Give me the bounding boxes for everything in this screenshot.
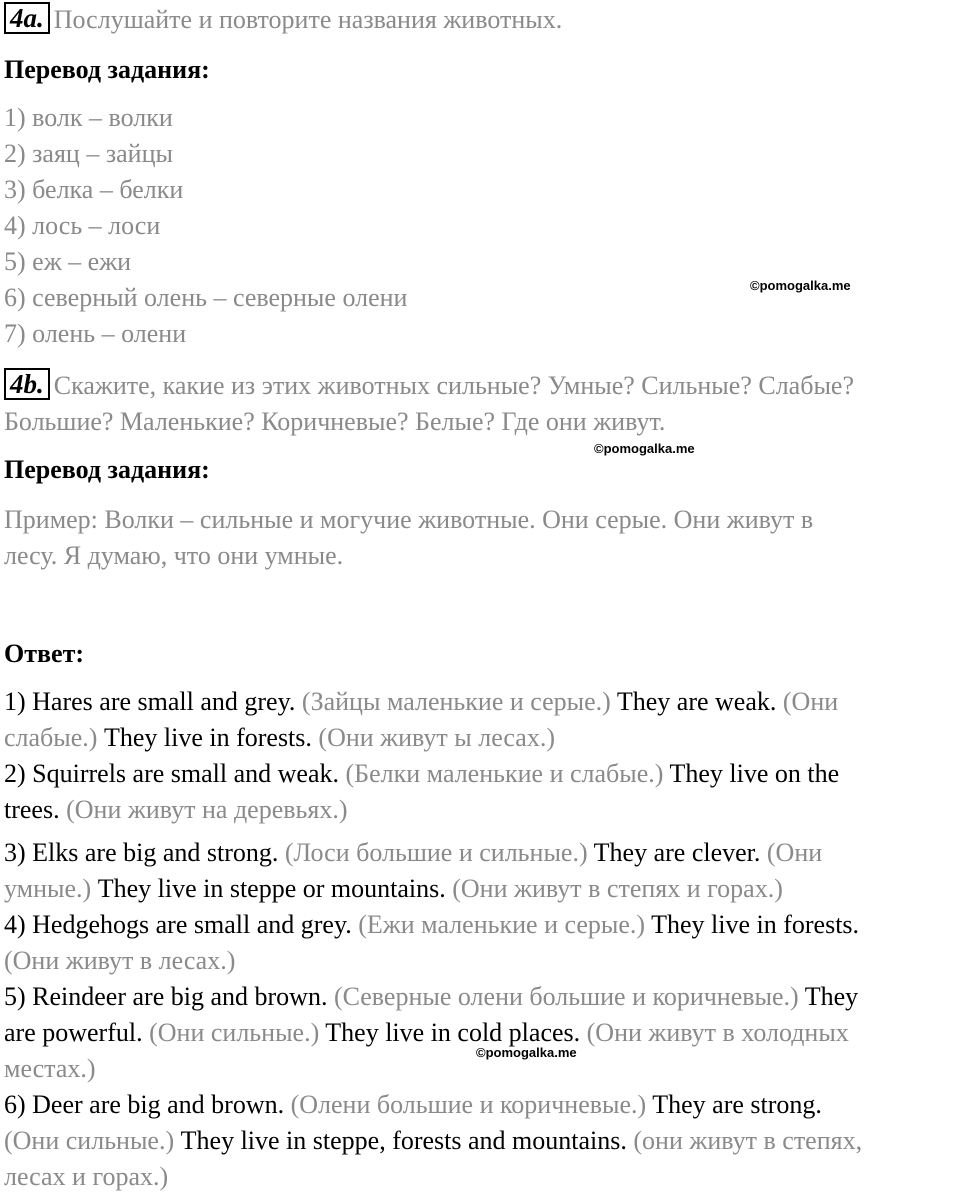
answer-4 bbox=[4, 907, 859, 979]
example-block bbox=[4, 502, 813, 574]
watermark: ©pomogalka.me bbox=[594, 441, 695, 456]
answer-2 bbox=[4, 756, 839, 828]
translation-heading-1: Перевод задания: bbox=[4, 55, 210, 84]
answer-line bbox=[4, 907, 859, 943]
answer-russian: (Они живут в степях и горах.) bbox=[452, 874, 783, 903]
answer-line bbox=[4, 979, 858, 1015]
answer-english: They live in forests. bbox=[97, 723, 319, 752]
answer-line bbox=[4, 720, 838, 756]
answer-line bbox=[4, 1159, 862, 1195]
watermark: ©pomogalka.me bbox=[750, 278, 851, 293]
answer-russian: (Олени большие и коричневые.) bbox=[290, 1090, 647, 1119]
answer-russian: (Они сильные.) bbox=[149, 1018, 320, 1047]
animal-item: 1) волк – волки bbox=[4, 103, 173, 132]
task-4b-badge: 4b. bbox=[4, 368, 50, 400]
answer-line bbox=[4, 943, 859, 979]
answer-english: They are strong. bbox=[646, 1090, 822, 1119]
answer-russian: (Они живут на деревьях.) bbox=[66, 795, 348, 824]
answer-english: They live in cold places. bbox=[319, 1018, 587, 1047]
answer-line bbox=[4, 756, 839, 792]
answer-6 bbox=[4, 1087, 862, 1195]
answer-english: They live in forests. bbox=[645, 910, 860, 939]
animal-item: 2) заяц – зайцы bbox=[4, 139, 173, 168]
answer-russian: местах.) bbox=[4, 1054, 96, 1083]
task-4a-header bbox=[4, 2, 562, 38]
answer-line bbox=[4, 1087, 862, 1123]
answer-russian: (Они bbox=[782, 687, 839, 716]
answer-english: 5) Reindeer are big and brown. bbox=[4, 982, 334, 1011]
task-4a-badge: 4a. bbox=[4, 2, 50, 34]
answer-english: They are clever. bbox=[587, 838, 767, 867]
animal-item: 7) олень – олени bbox=[4, 319, 187, 348]
answer-line bbox=[4, 684, 838, 720]
answer-english: are powerful. bbox=[4, 1018, 150, 1047]
animal-item: 4) лось – лоси bbox=[4, 211, 161, 240]
answer-heading: Ответ: bbox=[4, 639, 85, 668]
answer-line bbox=[4, 835, 822, 871]
example-line1: Пример: Волки – сильные и могучие животные. Они серые. Они живут в bbox=[4, 505, 814, 534]
answer-line bbox=[4, 1051, 858, 1087]
answer-russian: (Белки маленькие и слабые.) bbox=[345, 759, 664, 788]
answer-russian: слабые.) bbox=[4, 723, 98, 752]
answer-russian: (Ежи маленькие и серые.) bbox=[358, 910, 646, 939]
answer-english: 6) Deer are big and brown. bbox=[4, 1090, 291, 1119]
answer-english: trees. bbox=[4, 795, 67, 824]
answer-english: They are weak. bbox=[610, 687, 783, 716]
task-4b-text-line2: Большие? Маленькие? Коричневые? Белые? Где они живут. bbox=[4, 407, 666, 436]
answer-line bbox=[4, 1015, 858, 1051]
answer-english: 1) Hares are small and grey. bbox=[4, 687, 302, 716]
answer-russian: (Они живут ы лесах.) bbox=[318, 723, 555, 752]
answer-english: They bbox=[798, 982, 859, 1011]
example-line2: лесу. Я думаю, что они умные. bbox=[4, 541, 344, 570]
task-4a-text: Послушайте и повторите названия животных. bbox=[53, 5, 563, 34]
answer-russian: умные.) bbox=[4, 874, 92, 903]
answer-english: 4) Hedgehogs are small and grey. bbox=[4, 910, 359, 939]
answer-english: They live in steppe or mountains. bbox=[91, 874, 453, 903]
answer-line bbox=[4, 1123, 862, 1159]
answer-english: 3) Elks are big and strong. bbox=[4, 838, 285, 867]
translation-heading-2: Перевод задания: bbox=[4, 455, 210, 484]
answer-english: 2) Squirrels are small and weak. bbox=[4, 759, 346, 788]
watermark: ©pomogalka.me bbox=[476, 1045, 577, 1060]
animal-item: 5) еж – ежи bbox=[4, 247, 132, 276]
answer-russian: (Они живут в лесах.) bbox=[4, 946, 236, 975]
answer-1 bbox=[4, 684, 838, 756]
answer-russian: (они живут в степях, bbox=[633, 1126, 863, 1155]
animal-list bbox=[4, 100, 407, 352]
answer-5 bbox=[4, 979, 858, 1087]
answer-russian: (Зайцы маленькие и серые.) bbox=[301, 687, 611, 716]
animal-item: 3) белка – белки bbox=[4, 175, 184, 204]
answer-russian: (Северные олени большие и коричневые.) bbox=[333, 982, 799, 1011]
answer-english: They live in steppe, forests and mountains. bbox=[174, 1126, 634, 1155]
answer-3 bbox=[4, 835, 822, 907]
answer-english: They live on the bbox=[663, 759, 840, 788]
answer-russian: лесах и горах.) bbox=[4, 1162, 169, 1191]
answer-line bbox=[4, 871, 822, 907]
answer-russian: (Они сильные.) bbox=[4, 1126, 175, 1155]
task-4b-text-line1: Скажите, какие из этих животных сильные? Умные? Сильные? Слабые? bbox=[53, 371, 854, 400]
answer-russian: (Они живут в холодных bbox=[586, 1018, 849, 1047]
answer-line bbox=[4, 792, 839, 828]
animal-item: 6) северный олень – северные олени bbox=[4, 283, 408, 312]
answer-russian: (Лоси большие и сильные.) bbox=[284, 838, 588, 867]
task-4b-header bbox=[4, 368, 854, 404]
answer-russian: (Они bbox=[766, 838, 823, 867]
